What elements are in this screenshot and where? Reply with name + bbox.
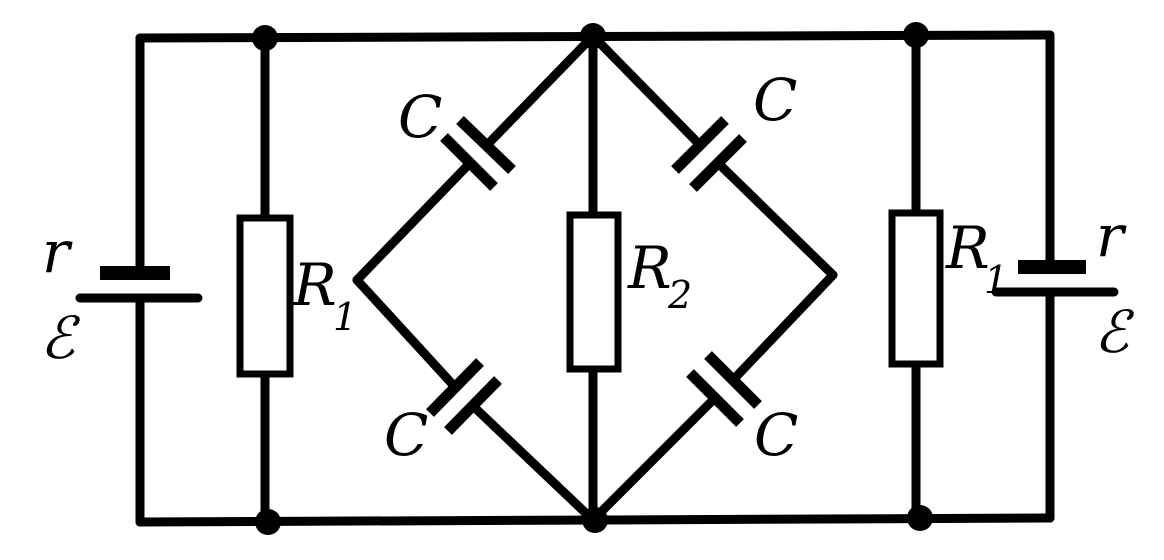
junction-dot — [580, 23, 606, 49]
junction-dot — [582, 507, 608, 533]
center-resistor-r2 — [570, 36, 618, 520]
left-emf-label: ℰ — [40, 304, 76, 372]
junction-dot — [903, 22, 929, 48]
capacitor-label-top-left: C — [398, 83, 443, 151]
svg-text:1: 1 — [984, 258, 1009, 302]
capacitor-label-bottom-right: C — [754, 401, 799, 469]
right-r1-label — [945, 214, 1008, 302]
right-resistor-r1 — [892, 35, 940, 518]
svg-text:1: 1 — [333, 295, 358, 339]
capacitor-label-top-right: C — [753, 66, 798, 134]
svg-text:R: R — [293, 251, 337, 319]
svg-text:R: R — [946, 214, 990, 282]
junction-dot — [907, 505, 933, 531]
left-internal-resistance-label: r — [42, 218, 70, 286]
left-r1-label — [292, 251, 357, 339]
left-resistor-r1 — [240, 38, 290, 522]
right-internal-resistance-label: r — [1096, 202, 1124, 270]
svg-text:2: 2 — [668, 273, 693, 317]
junction-dot — [255, 509, 281, 535]
left-battery — [80, 38, 198, 522]
capacitor-label-bottom-left: C — [384, 401, 429, 469]
svg-text:R: R — [628, 234, 672, 302]
center-r2-label — [627, 234, 692, 317]
right-battery — [996, 35, 1114, 518]
right-emf-label: ℰ — [1094, 298, 1130, 366]
junction-dot — [252, 25, 278, 51]
